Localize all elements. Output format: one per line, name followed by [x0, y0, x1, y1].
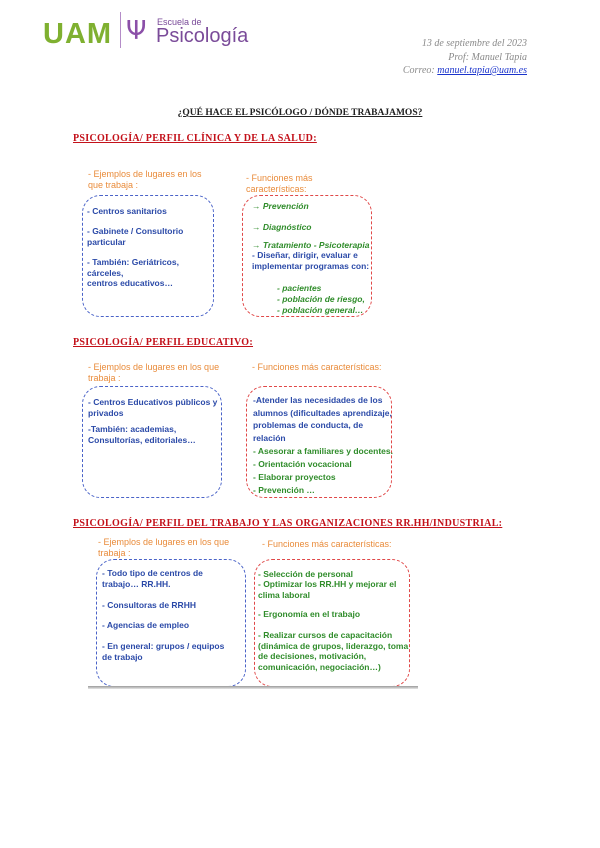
section-title-educativo: PSICOLOGÍA/ PERFIL EDUCATIVO:	[73, 337, 254, 348]
right-column-label: - Funciones más características:	[252, 362, 382, 372]
list-item: - Selección de personal	[258, 569, 353, 579]
left-column-label: - Ejemplos de lugares en los que trabaja :	[88, 169, 202, 190]
list-item: - Centros Educativos públicos y privados	[88, 397, 218, 418]
logo-psicologia-text: Psicología	[156, 25, 249, 47]
email-link[interactable]: manuel.tapia@uam.es	[437, 65, 527, 76]
logo-escuela-text: Escuela de	[157, 17, 202, 27]
section-panel-trabajo	[88, 533, 418, 689]
panel-bottom-edge	[88, 686, 418, 689]
list-item: → Diagnóstico	[252, 222, 312, 232]
left-column-label: - Ejemplos de lugares en los que trabaja :	[98, 537, 230, 558]
list-item: - Diseñar, dirigir, evaluar e implementar programas con:	[252, 250, 370, 271]
list-item: - Elaborar proyectos	[253, 472, 336, 482]
page-title: ¿QUÉ HACE EL PSICÓLOGO / DÓNDE TRABAJAMOS?	[177, 108, 423, 118]
section-panel-clinica	[82, 163, 398, 323]
list-item: - Todo tipo de centros de trabajo… RR.HH.	[102, 568, 203, 589]
email-label: Correo:	[402, 65, 438, 76]
section-panel-educativo	[82, 356, 398, 502]
list-item: - Optimizar los RR.HH y mejorar el clima laboral	[258, 579, 397, 600]
list-item: centros educativos…	[87, 278, 173, 288]
list-item: - Consultoras de RRHH	[102, 600, 196, 610]
list-item: - población de riesgo,	[277, 294, 365, 304]
list-item: - Centros sanitarios	[87, 206, 167, 216]
list-item: - población general…	[277, 305, 364, 315]
professor-name: Prof: Manuel Tapia	[448, 52, 527, 63]
left-column-label: - Ejemplos de lugares en los que trabaja :	[88, 362, 220, 383]
section-title-trabajo: PSICOLOGÍA/ PERFIL DEL TRABAJO Y LAS ORGANIZACIONES RR.HH/INDUSTRIAL:	[73, 518, 503, 529]
email-line	[403, 65, 527, 76]
section-title-clinica: PSICOLOGÍA/ PERFIL CLÍNICA Y DE LA SALUD:	[73, 133, 317, 144]
list-item: - Ergonomía en el trabajo	[258, 609, 361, 619]
list-item: - Agencias de empleo	[102, 620, 190, 630]
right-column-label: - Funciones más características:	[262, 539, 392, 549]
uam-logo: UAM	[43, 18, 113, 50]
list-item: -Atender las necesidades de los alumnos (dificultades aprendizaje, problemas de conducta, de relación	[253, 395, 392, 443]
right-column-label: - Funciones más características:	[246, 173, 313, 194]
list-item: → Prevención	[252, 201, 309, 211]
logo-divider	[120, 12, 121, 48]
list-item: - Prevención …	[253, 485, 315, 495]
list-item: - pacientes	[277, 283, 322, 293]
psi-icon: Ψ	[126, 16, 147, 46]
list-item: → Tratamiento - Psicoterapia	[252, 240, 370, 250]
list-item: - Gabinete / Consultorio particular	[87, 226, 184, 247]
list-item: -También: academias, Consultorías, editoriales…	[88, 424, 196, 445]
list-item: - En general: grupos / equipos de trabajo	[102, 641, 225, 662]
list-item: - Realizar cursos de capacitación (dinámica de grupos, liderazgo, toma de decisiones, motivación, comunicación, negociación…)	[258, 630, 409, 672]
document-date: 13 de septiembre del 2023	[421, 38, 527, 49]
list-item: - Asesorar a familiares y docentes.	[253, 446, 394, 456]
list-item: - También: Geriátricos, cárceles,	[87, 257, 179, 278]
list-item: - Orientación vocacional	[253, 459, 352, 469]
